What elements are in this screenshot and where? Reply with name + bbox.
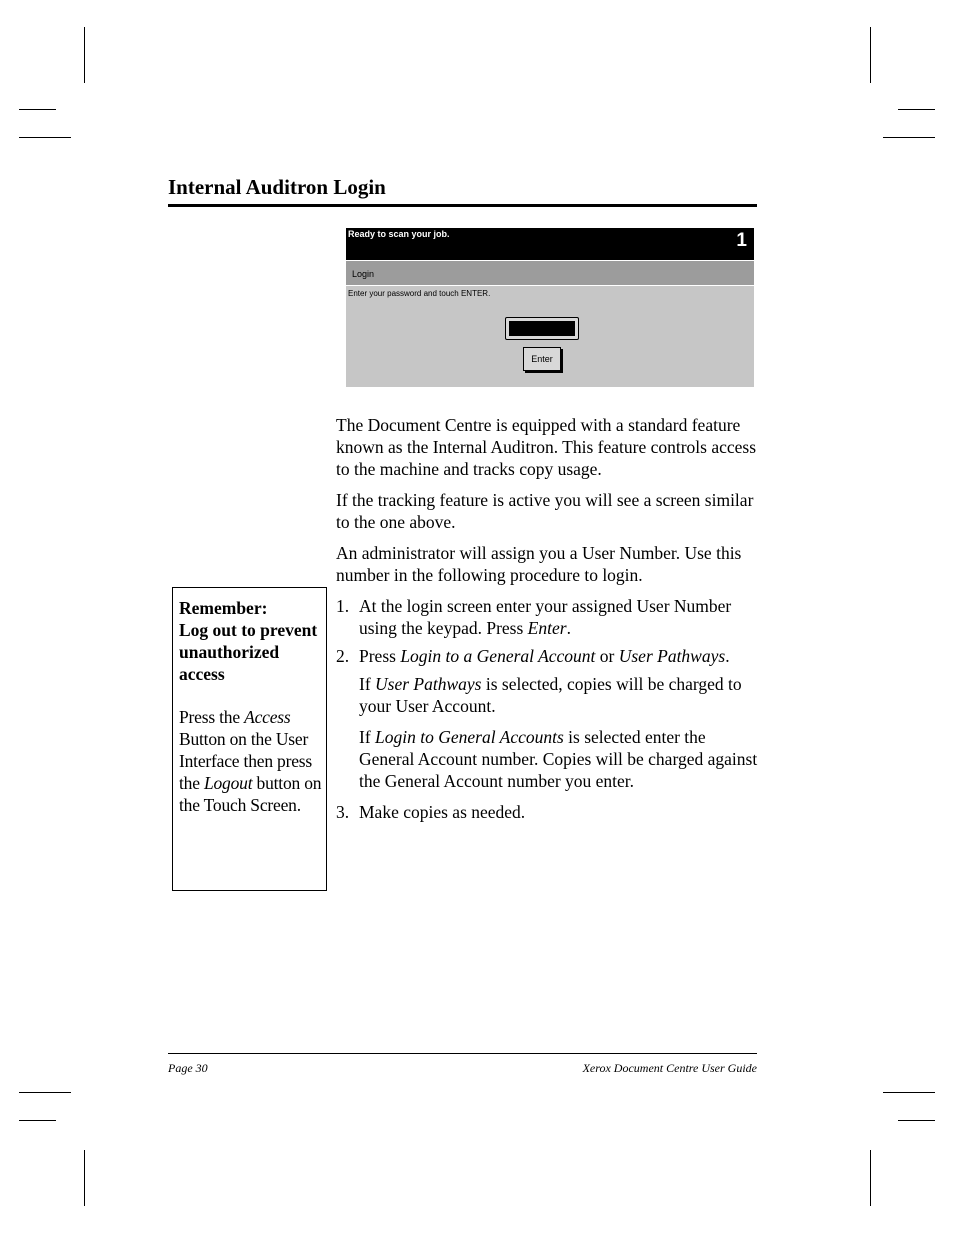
step-2	[336, 645, 762, 667]
page-number: Page 30	[168, 1061, 208, 1075]
crop-mark	[19, 109, 56, 110]
step-number: 1.	[336, 596, 350, 616]
step-text	[359, 595, 762, 639]
step-text	[359, 645, 762, 667]
emphasis: User Pathways	[375, 674, 482, 694]
emphasis: Login to a General Account	[400, 646, 596, 666]
crop-mark	[883, 137, 935, 138]
login-tab[interactable]	[346, 260, 754, 286]
crop-mark	[84, 1150, 85, 1206]
emphasis: Logout	[203, 773, 253, 793]
screen-status-bar	[346, 228, 754, 260]
note-body	[179, 706, 325, 816]
remember-note	[172, 587, 327, 891]
text-span: If	[359, 674, 376, 694]
guide-title: Xerox Document Centre User Guide	[582, 1061, 757, 1075]
section-title: Internal Auditron Login	[168, 175, 386, 199]
text-span: Press	[359, 646, 401, 666]
crop-mark	[19, 137, 71, 138]
text-span: Remember:	[179, 598, 268, 618]
emphasis: Login to General Accounts	[375, 727, 564, 747]
intro-paragraph: If the tracking feature is active you will see a screen similar to the one above.	[336, 490, 754, 532]
crop-mark	[870, 27, 871, 83]
crop-mark	[883, 1092, 935, 1093]
title-rule	[168, 204, 757, 207]
password-field-inner	[509, 321, 575, 336]
intro-paragraph: The Document Centre is equipped with a standard feature known as the Internal Auditron. This feature controls access to the machine and tracks copy usage.	[336, 415, 757, 479]
password-field[interactable]	[505, 317, 579, 340]
step-1	[336, 595, 762, 639]
text-span: Button on the User Interface then press the	[179, 729, 313, 793]
touch-screen-login	[346, 228, 754, 387]
crop-mark	[19, 1120, 56, 1121]
crop-mark	[84, 27, 85, 83]
emphasis: Access	[244, 707, 291, 727]
status-message: Ready to scan your job.	[348, 229, 450, 239]
text-span: If	[359, 727, 376, 747]
text-span: Press the	[179, 707, 245, 727]
screen-instruction: Enter your password and touch ENTER.	[348, 289, 491, 298]
footer-rule	[168, 1053, 757, 1054]
text-span: is selected enter the General Account number. Copies will be charged against the General Account number you enter.	[359, 727, 758, 791]
emphasis: Enter	[527, 618, 567, 638]
step-3	[336, 801, 762, 823]
step-number: 3.	[336, 802, 350, 822]
enter-button[interactable]: Enter	[523, 347, 561, 371]
text-span: .	[725, 646, 730, 666]
step-text: Make copies as needed.	[359, 802, 526, 822]
intro-paragraph: An administrator will assign you a User Number. Use this number in the following procedure to login.	[336, 543, 742, 585]
emphasis: User Pathways	[618, 646, 726, 666]
crop-mark	[898, 1120, 935, 1121]
crop-mark	[898, 109, 935, 110]
text-span: is selected, copies will be charged to your User Account.	[359, 674, 742, 716]
text-span: button on the Touch Screen.	[179, 773, 322, 815]
login-tab-label: Login	[352, 269, 375, 279]
text-span: or	[595, 646, 619, 666]
status-number: 1	[736, 230, 747, 251]
text-span: Log out to prevent unauthorized access	[179, 620, 318, 684]
step-2-detail	[359, 673, 759, 717]
crop-mark	[870, 1150, 871, 1206]
note-heading	[179, 597, 325, 685]
step-2-detail	[359, 726, 759, 792]
crop-mark	[19, 1092, 71, 1093]
step-number: 2.	[336, 646, 350, 666]
text-span: At the login screen enter your assigned User Number using the keypad. Press	[359, 596, 732, 638]
text-span: .	[566, 618, 571, 638]
